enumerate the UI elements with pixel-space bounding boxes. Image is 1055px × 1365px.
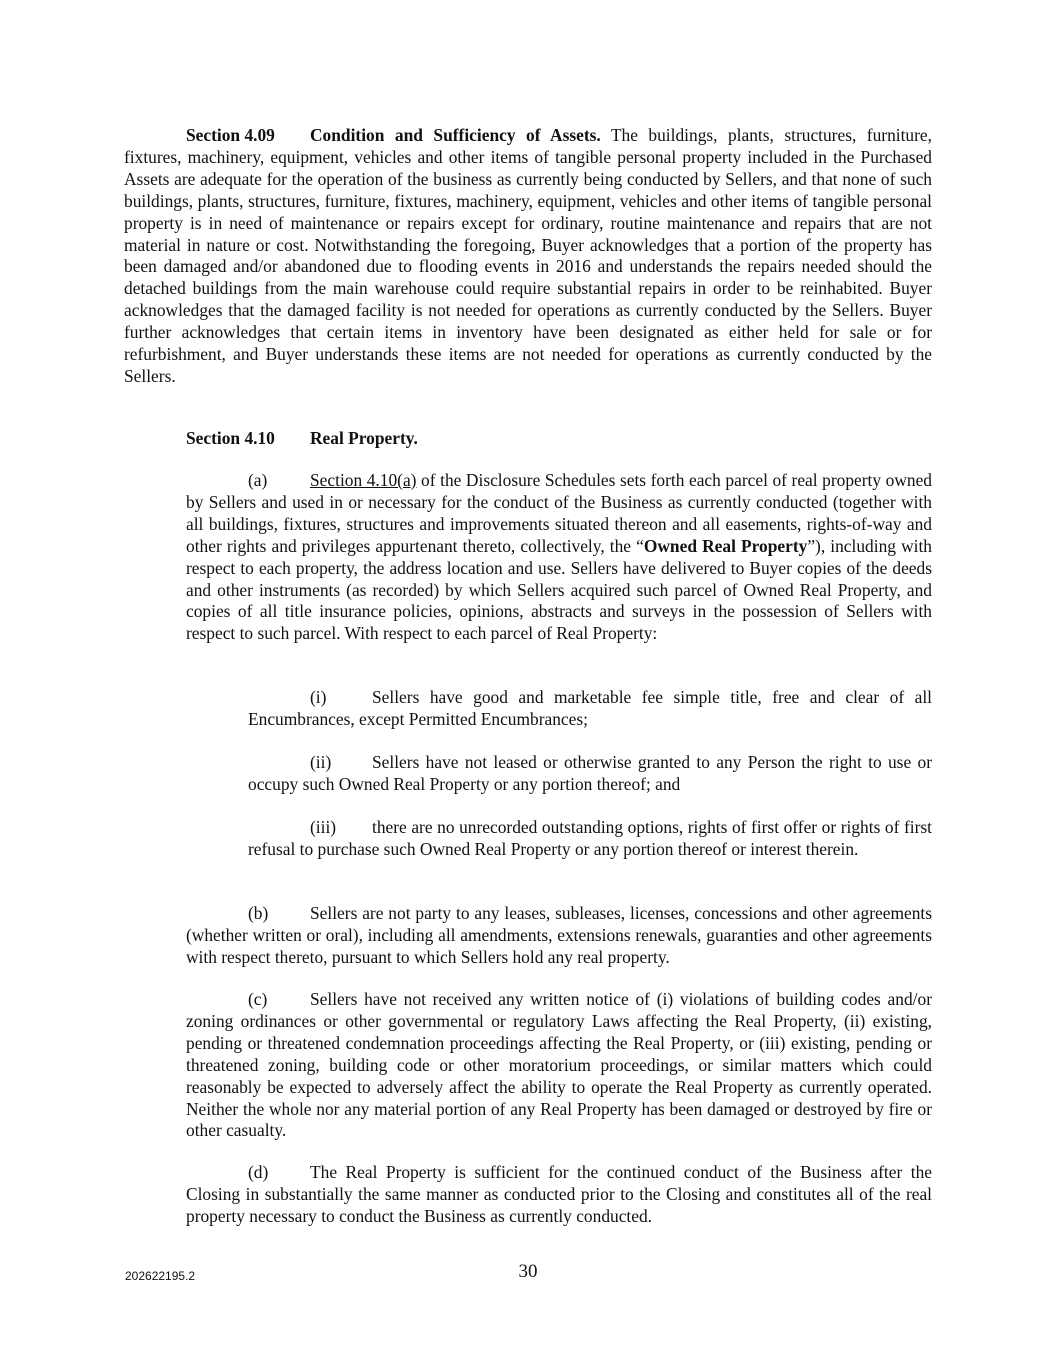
section-4-09-body: The buildings, plants, structures, furniture, fixtures, machinery, equipment, vehicles and other items of tangible personal property included in the Purchased Assets are adequate for the operation of the business as currently being conducted by Sellers, and that none of such buildings, plants, structures, furniture, fixtures, machinery, equipment, vehicles and other items of tangible personal property is in need of maintenance or repairs except for ordinary, routine maintenance and repairs that are not material in nature or cost. Notwithstanding the foregoing, Buyer acknowledges that a portion of the property has been damaged and/or abandoned due to flooding events in 2016 and understands the repairs needed should the detached buildings from the main warehouse could require substantial repairs in order to be reinhabited. Buyer acknowledges that the damaged facility is not needed for operations as currently conducted by the Sellers. Buyer further acknowledges that certain items in inventory have been designated as either held for sale or for refurbishment, and Buyer understands these items are not needed for operations as currently conducted by the Sellers. xyxy=(124,125,932,386)
disclosure-schedule-reference: Section 4.10(a) xyxy=(310,470,417,490)
item-i-label: (i) xyxy=(310,687,327,707)
paragraph-d-label: (d) xyxy=(248,1162,269,1182)
list-item xyxy=(248,752,932,796)
paragraph-a-label: (a) xyxy=(248,470,268,490)
section-4-10-number: Section 4.10 xyxy=(186,428,275,448)
document-id: 202622195.2 xyxy=(125,1269,196,1283)
defined-term-owned-real-property: Owned Real Property xyxy=(643,535,808,556)
section-4-09-heading: Condition and Sufficiency of Assets. xyxy=(310,125,601,145)
section-4-10-heading-line xyxy=(186,428,932,450)
list-item xyxy=(248,687,932,731)
section-4-09-paragraph xyxy=(124,125,932,388)
paragraph-c xyxy=(186,989,932,1142)
paragraph-b-text: Sellers are not party to any leases, subleases, licenses, concessions and other agreements (whether written or oral), including all amendments, extensions renewals, guaranties and other agreements with respect thereto, pursuant to which Sellers hold any real property. xyxy=(186,903,932,967)
paragraph-d-text: The Real Property is sufficient for the continued conduct of the Business after the Closing in substantially the same manner as conducted prior to the Closing and constitutes all of the real property necessary to conduct the Business as currently conducted. xyxy=(186,1162,932,1226)
paragraph-d xyxy=(186,1162,932,1228)
paragraph-a-text-2: ”), including with respect to each property, the address location and use. Sellers have delivered to Buyer copies of the deeds and other instruments (as recorded) by which Sellers acquired such parcel of Owned Real Property, and copies of all title insurance policies, opinions, abstracts and surveys in the possession of Sellers with respect to such parcel. With respect to each parcel of Real Property: xyxy=(186,535,932,644)
paragraph-c-label: (c) xyxy=(248,989,268,1009)
section-4-09-number: Section 4.09 xyxy=(186,125,275,145)
item-i-text: Sellers have good and marketable fee simple title, free and clear of all Encumbrances, except Permitted Encumbrances; xyxy=(248,687,932,729)
item-ii-text: Sellers have not leased or otherwise granted to any Person the right to use or occupy such Owned Real Property or any portion thereof; and xyxy=(248,752,932,794)
item-iii-label: (iii) xyxy=(310,817,337,837)
page-number: 30 xyxy=(518,1261,538,1282)
section-4-10-heading: Real Property. xyxy=(310,428,418,448)
paragraph-b xyxy=(186,903,932,969)
paragraph-a xyxy=(186,470,932,645)
paragraph-b-label: (b) xyxy=(248,903,269,923)
item-iii-text: there are no unrecorded outstanding options, rights of first offer or rights of first refusal to purchase such Owned Real Property or any portion thereof or interest therein. xyxy=(248,817,932,859)
item-ii-label: (ii) xyxy=(310,752,332,772)
list-item xyxy=(248,817,932,861)
paragraph-a-text-1: of the Disclosure Schedules sets forth each parcel of real property owned by Sellers and used in or necessary for the conduct of the Business as currently conducted (together with all buildings, fixtures, structures and improvements situated thereon and all easements, rights-of-way and other rights and privileges appurtenant thereto, collectively, the “ xyxy=(186,470,933,556)
paragraph-c-text: Sellers have not received any written notice of (i) violations of building codes and/or zoning ordinances or other governmental or regulatory Laws affecting the Real Property, (ii) existing, pending or threatened condemnation proceedings affecting the Real Property, or (iii) existing, pending or threatened zoning, building code or other moratorium proceedings, or similar matters which could reasonably be expected to adversely affect the ability to operate the Real Property as currently operated. Neither the whole nor any material portion of any Real Property has been damaged or destroyed by fire or other casualty. xyxy=(186,989,932,1141)
